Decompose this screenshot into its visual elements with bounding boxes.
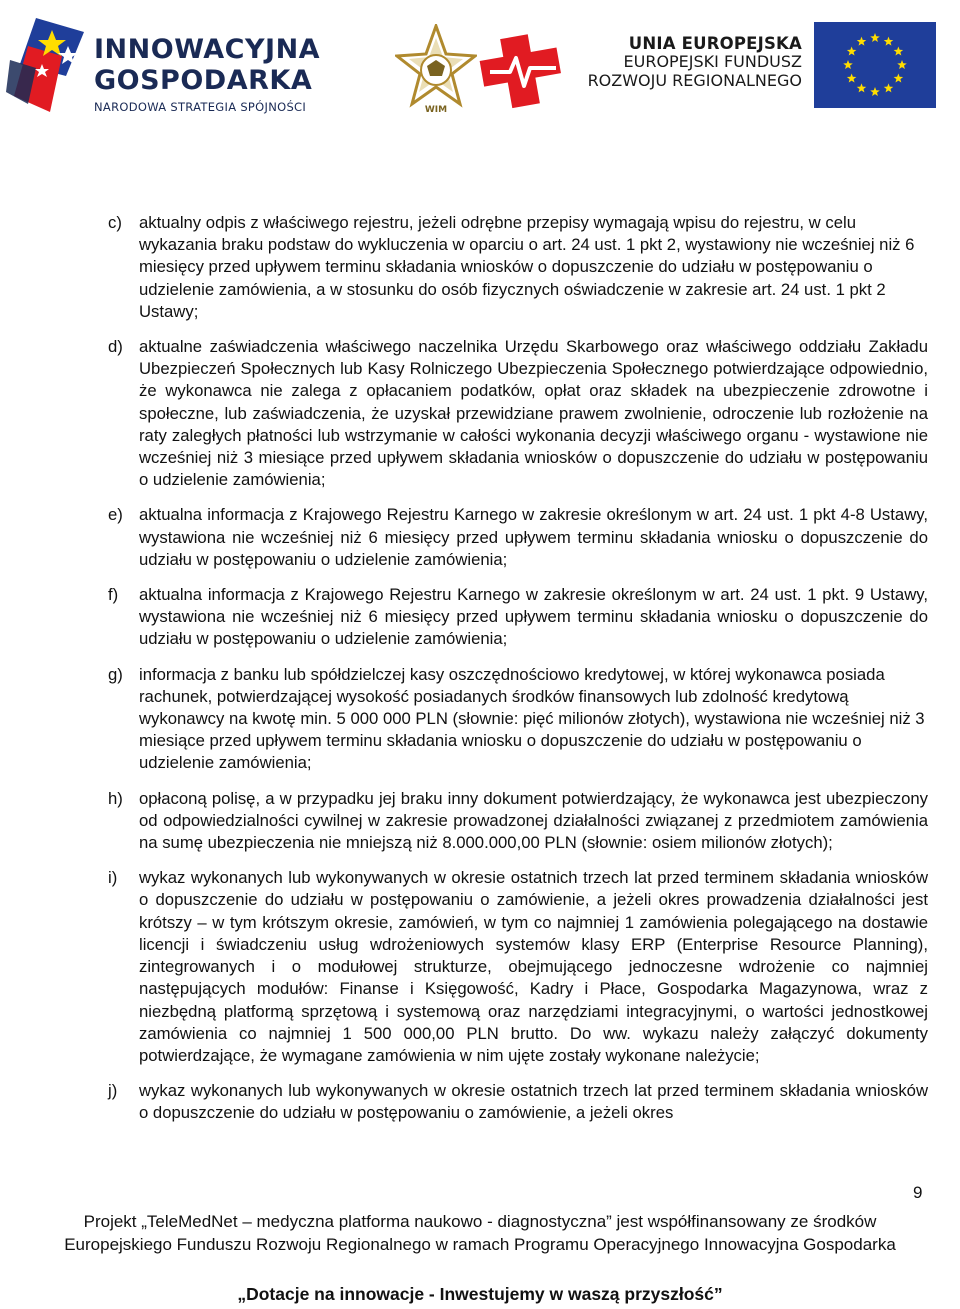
eu-flag-icon xyxy=(814,22,936,108)
list-item xyxy=(108,504,928,571)
brand-line-3: NARODOWA STRATEGIA SPÓJNOŚCI xyxy=(94,100,307,114)
innowacyjna-gospodarka-logo-icon xyxy=(6,12,92,116)
item-text: aktualna informacja z Krajowego Rejestru Karnego w zakresie określonym w art. 24 ust. 1 pkt 4-8 Ustawy, wystawiona nie wcześniej niż 6 miesięcy przed upływem terminu składania wniosku o dopuszczenie do udziału w postępowaniu o udzielenie zamówienia; xyxy=(139,505,928,569)
list-item xyxy=(108,212,928,323)
requirements-list xyxy=(108,212,928,1138)
innowacyjna-gospodarka-wordmark xyxy=(94,36,320,114)
list-item xyxy=(108,664,928,775)
item-text: opłaconą polisę, a w przypadku jej braku inny dokument potwierdzający, że wykonawca jest ubezpieczony od odpowiedzialności cywilnej w zakresie prowadzonej działalności związanej z przedmiotem zamówienia na sumę ubezpieczenia nie mniejszą niż 8.000.000,00 PLN (słownie: osiem milionów złotych); xyxy=(139,788,928,853)
telemednet-cross-icon xyxy=(476,28,572,112)
item-letter: c) xyxy=(108,213,122,232)
footer-slogan: „Dotacje na innowacje - Inwestujemy w waszą przyszłość” xyxy=(237,1284,723,1304)
item-text: wykaz wykonanych lub wykonywanych w okresie ostatnich trzech lat przed terminem składania wniosków o dopuszczenie do udziału w postępowaniu o zamówienie, a jeżeli okres xyxy=(139,1081,928,1123)
eu-line-2: EUROPEJSKI FUNDUSZ xyxy=(623,52,802,72)
eu-line-3: ROZWOJU REGIONALNEGO xyxy=(587,70,802,90)
list-item xyxy=(108,1080,928,1124)
item-letter: g) xyxy=(108,664,123,684)
list-item xyxy=(108,788,928,855)
item-text: aktualna informacja z Krajowego Rejestru Karnego w zakresie określonym w art. 24 ust. 1 pkt. 9 Ustawy, wystawiona nie wcześniej niż 6 miesięcy przed upływem terminu składania wniosku o dopuszczenie do udziału w postępowaniu o udzielenie zamówienia; xyxy=(139,585,928,649)
list-item xyxy=(108,336,928,491)
item-letter: i) xyxy=(108,868,118,888)
eu-fund-label xyxy=(576,34,802,90)
item-letter: j) xyxy=(108,1081,118,1101)
seal-inscription: WIM xyxy=(424,105,448,115)
page-header xyxy=(0,0,960,130)
item-text: wykaz wykonanych lub wykonywanych w okresie ostatnich trzech lat przed terminem składania wniosków o dopuszczenie do udziału w postępowaniu o zamówienie, a jeżeli okres prowadzenia działalności jest krótszy – w tym krótszym okresie, zamówień, w tym co najmniej 1 zamówienia polegającego na dostawie licencji i świadczeniu usług wdrożeniowych systemów klasy ERP (Enterprise Resource Planning), zintegrowanych i o modułowej strukturze, obejmującego jednoczesne wdrożenie co najmniej następujących modułów: Finanse i Księgowość, Kadry i Płace, Gospodarka Magazynowa, wraz z niezbędną platformą sprzętową i systemową oraz narzędziami integracyjnymi, o wartości jednostkowej zamówienia co najmniej 1 500 000,00 PLN brutto. Do ww. wykazu należy załączyć dokumenty potwierdzające, że wymagane zamówienia w nim ujęte zostały wykonane należycie; xyxy=(139,868,928,1065)
footer-funding-note: Projekt „TeleMedNet – medyczna platforma naukowo - diagnostyczna” jest współfinansowany ze środków Europejskiego Funduszu Rozwoju Regionalnego w ramach Programu Operacyjnego Innowacyjna Gospodarka xyxy=(64,1212,896,1254)
brand-line-1: INNOWACYJNA xyxy=(94,34,321,65)
brand-line-2: GOSPODARKA xyxy=(94,65,313,96)
page-number: 9 xyxy=(913,1183,923,1202)
item-letter: f) xyxy=(108,585,119,605)
eu-line-1: UNIA EUROPEJSKA xyxy=(628,34,802,53)
military-institute-seal-icon xyxy=(395,24,477,118)
item-text: aktualne zaświadczenia właściwego naczelnika Urzędu Skarbowego oraz właściwego oddziału Zakładu Ubezpieczeń Społecznych lub Kasy Rolniczego Ubezpieczenia Społecznego potwierdzające odpowiednio, że wykonawca nie zalega z opłacaniem podatków, opłat oraz składek na ubezpieczenie zdrowotne i społeczne, lub zaświadczenia, że uzyskał przewidziane prawem zwolnienie, odroczenie lub rozłożenie na raty zaległych płatności lub wstrzymanie w całości wykonania decyzji właściwego organu - wystawione nie wcześniej niż 3 miesiące przed upływem składania wniosków o dopuszczenie do udziału w postępowaniu o udzielenie zamówienia; xyxy=(139,337,928,490)
item-text: aktualny odpis z właściwego rejestru, jeżeli odrębne przepisy wymagają wpisu do rejestru, w celu wykazania braku podstaw do wykluczenia w oparciu o art. 24 ust. 1 pkt 2, wystawiony nie wcześniej niż 6 miesięcy przed upływem terminu składania wniosków o dopuszczenie do udziału w postępowaniu o udzielenie zamówienia, a w stosunku do osób fizycznych oświadczenie w zakresie art. 24 ust. 1 pkt 2 Ustawy; xyxy=(139,213,915,321)
item-letter: e) xyxy=(108,505,123,525)
item-text: informacja z banku lub spółdzielczej kasy oszczędnościowo kredytowej, w której wykonawca posiada rachunek, potwierdzającej wysokość posiadanych środków finansowych lub zdolność kredytową wykonawcy na kwotę min. 5 000 000 PLN (słownie: pięć milionów złotych), wystawiona nie wcześniej niż 3 miesiące przed upływem terminu składania wniosku o dopuszczenie do udziału w postępowaniu o udzielenie zamówienia; xyxy=(139,664,925,773)
item-letter: h) xyxy=(108,788,123,808)
list-item xyxy=(108,867,928,1067)
item-letter: d) xyxy=(108,337,123,357)
list-item xyxy=(108,584,928,651)
